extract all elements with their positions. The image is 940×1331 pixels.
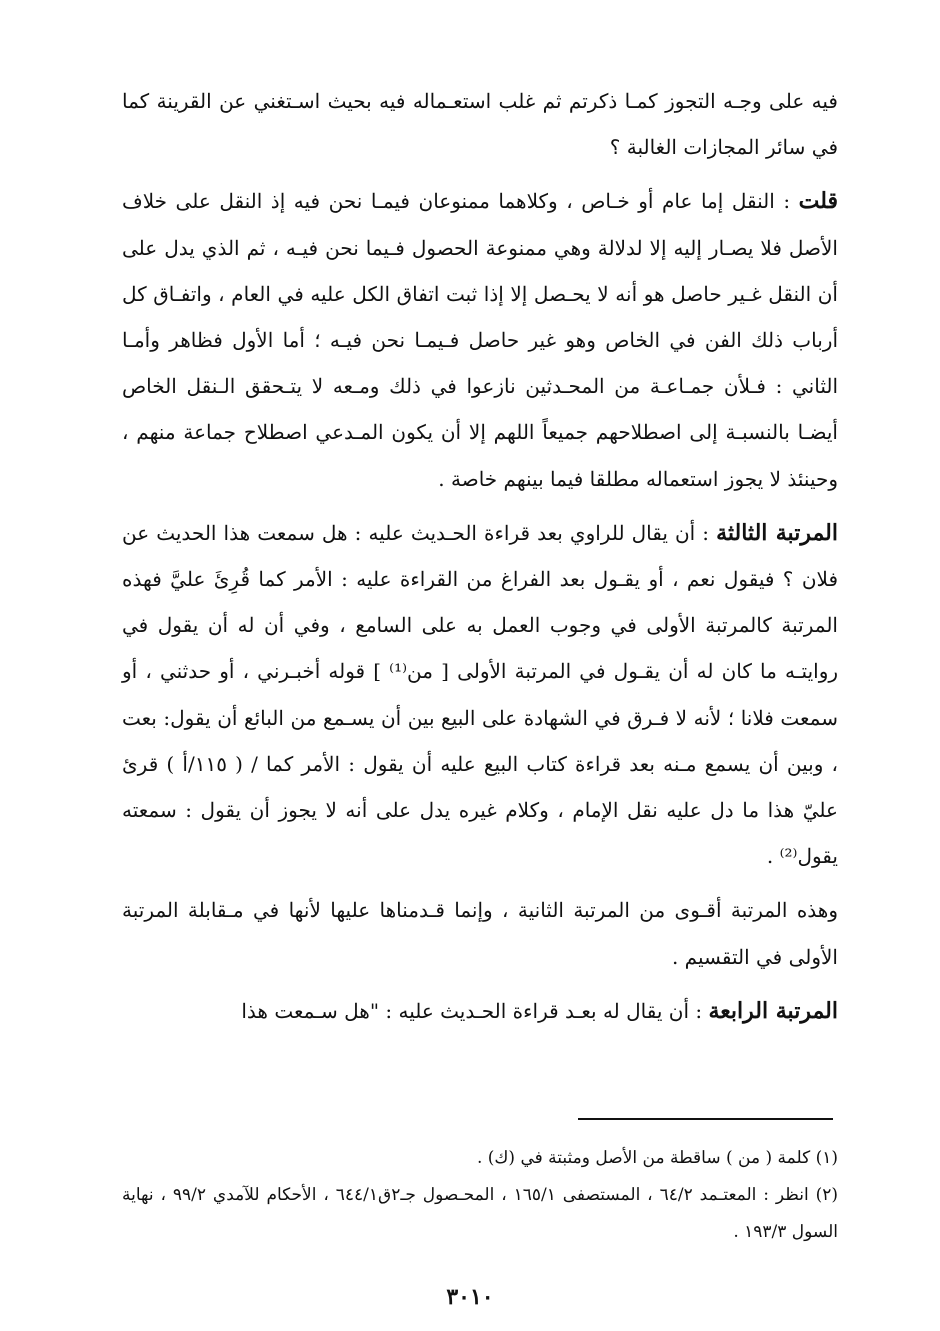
- footnotes: [122, 1140, 838, 1251]
- paragraph: [122, 510, 838, 880]
- paragraph-text: فيه على وجـه التجوز كمـا ذكرتم ثم غلب استعـماله فيه بحيث اسـتغني عن القرينة كما في سائر المجازات الغالبة ؟: [122, 89, 838, 160]
- paragraph-text: : أن يقال له بعـد قراءة الحـديث عليه : "هل سـمعت هذا: [241, 998, 709, 1023]
- footnote: (٢) انظر : المعتـمد ٦٤/٢ ، المستصفى ١٦٥/١ ، المحـصول جـ٢ق٦٤٤/١ ، الأحكام للآمدي ٩٩/٢ ، نهاية السول ١٩٣/٣ .: [122, 1185, 838, 1242]
- paragraph: [122, 988, 838, 1034]
- footnote-divider: [578, 1118, 833, 1120]
- paragraph: [122, 887, 838, 979]
- paragraph-text: : النقل إما عام أو خـاص ، وكلاهما ممنوعان فيمـا نحن فيه إذ النقل على خلاف الأصل فلا يصـار إليه إلا لدلالة وهي ممنوعة الحصول فـيما نحن فيـه ، ثم الذي يدل على أن النقل غـير حاصل هو أنه لا يحـصل إلا إذا ثبت اتفاق الكل عليه في العام ، واتفـاق كل أرباب ذلك الفن في الخاص وهو غير حاصل فـيمـا نحن فيـه ؛ أما الأول فظاهر وأمـا الثاني : فـلأن جمـاعـة من المحـدثين نازعوا في ذلك ومـعه لا يتـحقق الـنقل الخاص أيضـا بالنسبـة إلى اصطلاحهم جميعاً اللهم إلا أن يكون المـدعي اصطلاح جماعة منهم ، وحينئذ لا يجوز استعماله مطلقا فيما بينهم خاصة .: [122, 189, 839, 491]
- paragraph-lead: المرتبة الرابعة: [708, 997, 838, 1024]
- paragraph-lead: المرتبة الثالثة: [716, 519, 838, 546]
- page-number: ٣٠١٠: [446, 1284, 494, 1310]
- paragraph-text: وهذه المرتبة أقـوى من المرتبة الثانية ، وإنما قـدمناها عليها لأنها في مـقابلة المرتبة الأولى في التقسيم .: [122, 898, 838, 969]
- main-text: [122, 78, 838, 1034]
- footnote: (١) كلمة ( من ) ساقطة من الأصل ومثبتة في (ك) .: [476, 1148, 838, 1168]
- paragraph-text: : أن يقال للراوي بعد قراءة الحـديث عليه : هل سمعت هذا الحديث عن فلان ؟ فيقول نعم ، أو يقـول بعد الفراغ من القراءة عليه : الأمر كما قُرِئَ عليَّ فهذه المرتبة كالمرتبة الأولى في وجوب العمل به على السامع ، وفي أن له أن يقول في روايتـه ما كان له أن يقـول في المرتبة الأولى [ من⁽¹⁾ ] قوله أخبـرني ، أو حدثني ، أو سمعت فلانا ؛ لأنه لا فـرق في الشهادة على البيع بين أن يسـمع من البائع أن يقول: بعت ، وبين أن يسمع مـنه بعد قراءة كتاب البيع عليه أن يقول : الأمر كما / ( ١١٥/أ ) قرئ عليّ هذا ما دل عليه نقل الإمام ، وكلام غيره يدل على أنه لا يجوز أن يقول : سمعته يقول⁽²⁾ .: [122, 520, 839, 869]
- paragraph-lead: قلت: [798, 188, 838, 215]
- paragraph: [122, 78, 838, 170]
- paragraph: [122, 178, 838, 501]
